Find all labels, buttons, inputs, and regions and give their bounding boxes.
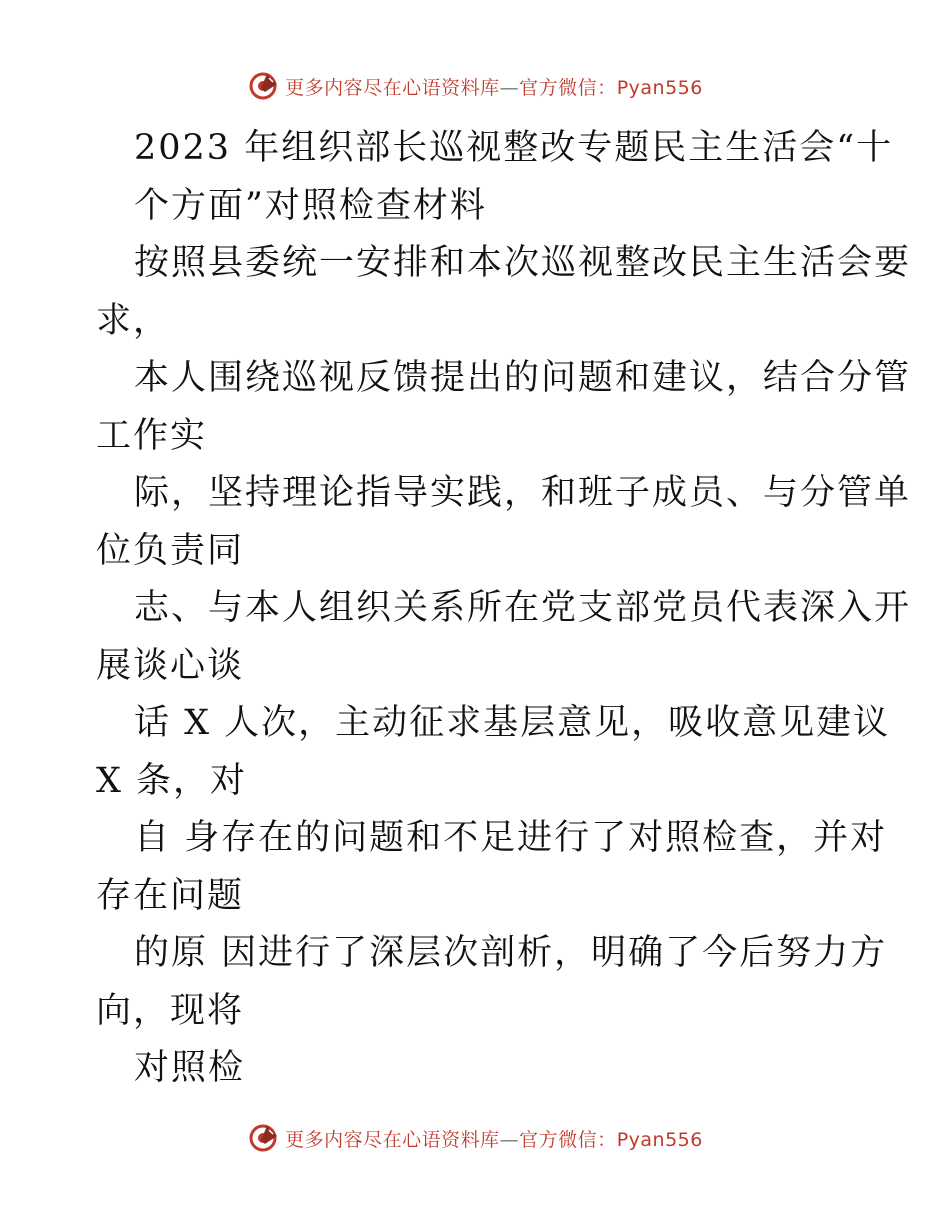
document-line: 工作实 bbox=[96, 415, 208, 456]
document-line: 对照检 bbox=[134, 1048, 246, 1088]
document-line: 志、与本人组织关系所在党支部党员代表深入开 bbox=[134, 588, 912, 628]
watermark-text bbox=[285, 73, 703, 100]
document-line: 按照县委统一安排和本次巡视整改民主生活会要 bbox=[134, 243, 912, 283]
document-line: 位负责同 bbox=[96, 530, 245, 571]
document-line: 向，现将 bbox=[96, 990, 245, 1031]
header-watermark bbox=[0, 70, 950, 102]
document-line: 存在问题 bbox=[96, 875, 245, 916]
watermark-main: 更多内容尽在心语资料库 bbox=[285, 1128, 500, 1151]
watermark-separator: — bbox=[499, 1128, 520, 1151]
watermark-official: 官方微信： bbox=[519, 1128, 617, 1151]
document-body bbox=[96, 120, 912, 1098]
document-line: 展谈心谈 bbox=[96, 645, 245, 686]
watermark-wechat-id: Pyan556 bbox=[616, 1128, 703, 1151]
watermark-separator: — bbox=[499, 76, 520, 99]
document-line: 自 身存在的问题和不足进行了对照检查，并对 bbox=[134, 818, 888, 858]
pen-logo-icon bbox=[247, 1122, 279, 1154]
pen-logo-icon bbox=[247, 70, 279, 102]
document-line: 话 X 人次，主动征求基层意见，吸收意见建议 bbox=[134, 703, 891, 743]
document-line: 的原 因进行了深层次剖析，明确了今后努力方 bbox=[134, 933, 888, 973]
document-line: 本人围绕巡视反馈提出的问题和建议，结合分管 bbox=[134, 358, 912, 398]
document-line: 求， bbox=[96, 300, 171, 341]
watermark-wechat-id: Pyan556 bbox=[616, 76, 703, 99]
watermark-official: 官方微信： bbox=[519, 76, 617, 99]
document-line: 个方面”对照检查材料 bbox=[134, 185, 487, 226]
watermark-main: 更多内容尽在心语资料库 bbox=[285, 76, 500, 99]
footer-watermark bbox=[0, 1122, 950, 1154]
document-line: 际，坚持理论指导实践，和班子成员、与分管单 bbox=[134, 473, 912, 513]
document-line: X 条，对 bbox=[96, 760, 248, 801]
document-line: 2023 年组织部长巡视整改专题民主生活会“十 bbox=[134, 128, 894, 168]
watermark-text bbox=[285, 1125, 703, 1152]
